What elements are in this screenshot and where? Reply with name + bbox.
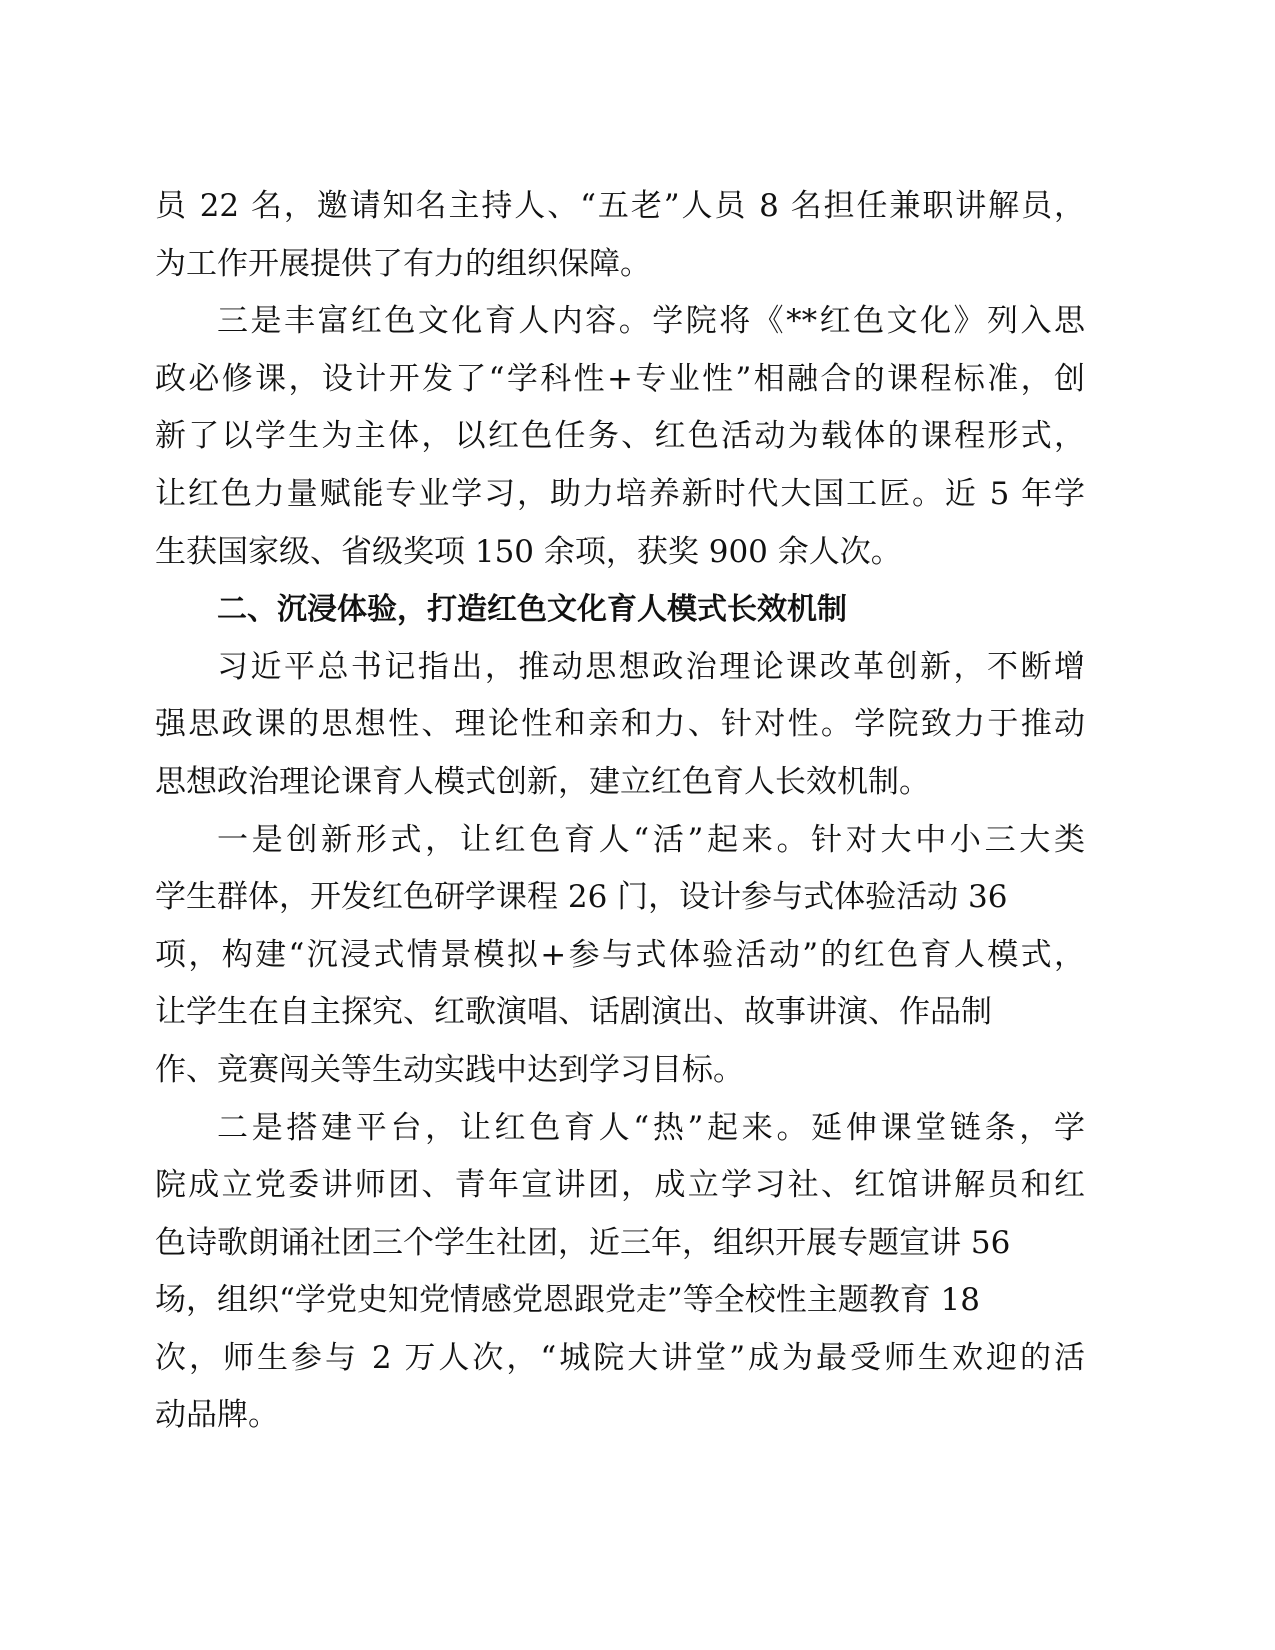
body-line-18: 院成立党委讲师团、青年宣讲团，成立学习社、红馆讲解员和红 (155, 1167, 1085, 1204)
paragraph-start-line: 习近平总书记指出，推动思想政治理论课改革创新，不断增 (217, 648, 1085, 685)
body-line-5: 新了以学生为主体，以红色任务、红色活动为载体的课程形式， (155, 418, 1085, 455)
body-line-11: 思想政治理论课育人模式创新，建立红色育人长效机制。 (155, 763, 930, 800)
body-line-4: 政必修课，设计开发了“学科性+专业性”相融合的课程标准，创 (155, 360, 1085, 397)
paragraph-start-line: 三是丰富红色文化育人内容。学院将《**红色文化》列入思 (217, 303, 1085, 340)
body-line-2: 为工作开展提供了有力的组织保障。 (155, 245, 651, 282)
document-body (155, 178, 1085, 1445)
body-line-13: 学生群体，开发红色研学课程 26 门，设计参与式体验活动 36 (155, 879, 1008, 916)
body-line-16: 作、竞赛闯关等生动实践中达到学习目标。 (155, 1051, 744, 1088)
paragraph-start-line: 二是搭建平台，让红色育人“热”起来。延伸课堂链条，学 (217, 1109, 1085, 1146)
body-line-6: 让红色力量赋能专业学习，助力培养新时代大国工匠。近 5 年学 (155, 475, 1085, 512)
body-line-1: 员 22 名，邀请知名主持人、“五老”人员 8 名担任兼职讲解员， (155, 188, 1085, 224)
body-line-19: 色诗歌朗诵社团三个学生社团，近三年，组织开展专题宣讲 56 (155, 1224, 1011, 1261)
body-line-15: 让学生在自主探究、红歌演唱、话剧演出、故事讲演、作品制 (155, 994, 992, 1031)
body-line-14: 项，构建“沉浸式情景模拟+参与式体验活动”的红色育人模式， (155, 936, 1085, 973)
body-line-10: 强思政课的思想性、理论性和亲和力、针对性。学院致力于推动 (155, 706, 1085, 743)
body-line-7: 生获国家级、省级奖项 150 余项，获奖 900 余人次。 (155, 533, 902, 570)
paragraph-start-line: 一是创新形式，让红色育人“活”起来。针对大中小三大类 (217, 821, 1085, 858)
body-line-22: 动品牌。 (155, 1397, 279, 1434)
body-line-20: 场，组织“学党史知党情感党恩跟党走”等全校性主题教育 18 (155, 1282, 980, 1319)
body-line-21: 次，师生参与 2 万人次，“城院大讲堂”成为最受师生欢迎的活 (155, 1339, 1085, 1376)
section-heading: 二、沉浸体验，打造红色文化育人模式长效机制 (217, 592, 847, 628)
